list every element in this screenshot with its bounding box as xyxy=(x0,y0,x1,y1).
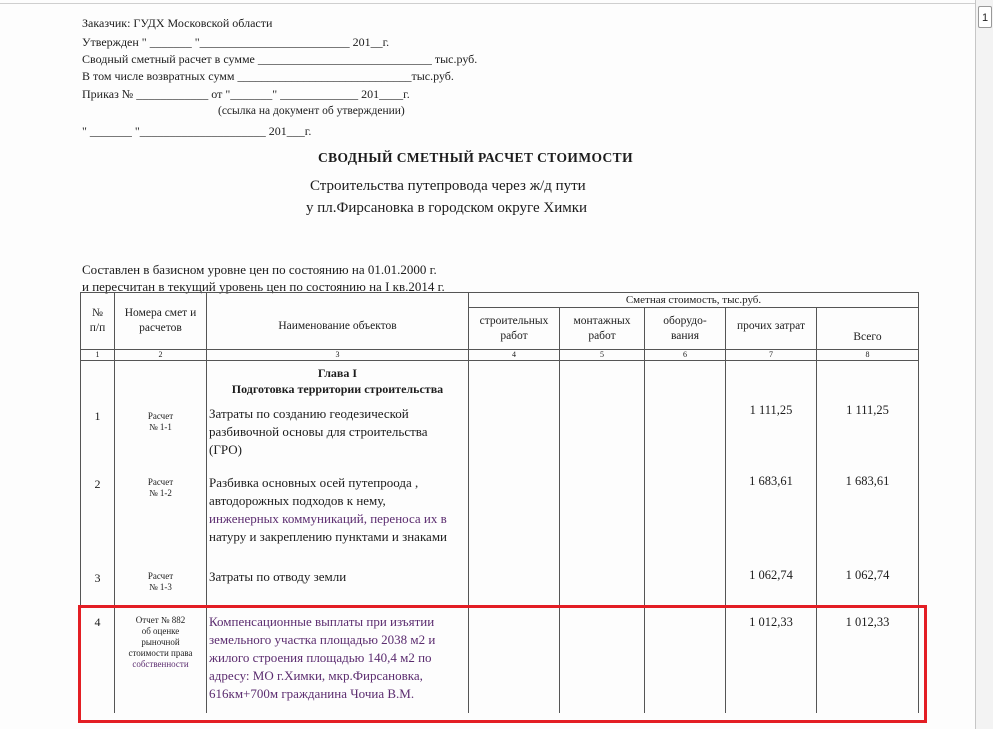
table-row xyxy=(81,469,919,565)
column-number: 4 xyxy=(469,350,560,361)
header-order: Приказ № ____________ от "_______" _____________ 201____г. xyxy=(82,87,410,101)
column-number: 8 xyxy=(817,350,919,361)
header-other-costs: прочих затрат xyxy=(726,308,817,350)
highlight-box xyxy=(78,605,927,723)
chapter-heading xyxy=(207,361,469,401)
basis-line-1: Составлен в базисном уровне цен по состоянию на 01.01.2000 г. xyxy=(82,262,437,277)
column-number: 1 xyxy=(81,350,115,361)
row-object-name: Разбивка основных осей путепроода , автодорожных подходов к нему, инженерных коммуникаций, переноса их в натуру и закреплению пунктами и знаками xyxy=(207,469,469,565)
header-construction: строительных работ xyxy=(469,308,560,350)
header-date-line: " _______ "_____________________ 201___г. xyxy=(82,124,312,138)
header-installation: монтажных работ xyxy=(560,308,645,350)
header-total: Всего xyxy=(817,308,919,350)
page-top-border xyxy=(0,3,975,4)
row-number: 2 xyxy=(81,469,115,565)
header-object-name: Наименование объектов xyxy=(207,293,469,350)
row-total: 1 683,61 xyxy=(817,469,919,565)
column-number: 5 xyxy=(560,350,645,361)
row-total: 1 062,74 xyxy=(817,565,919,605)
row-other-costs: 1 111,25 xyxy=(726,401,817,469)
document-title: СВОДНЫЙ СМЕТНЫЙ РАСЧЕТ СТОИМОСТИ xyxy=(318,150,633,165)
table-row xyxy=(81,401,919,469)
row-other-costs: 1 012,33 xyxy=(726,605,817,713)
column-numbers-row xyxy=(81,350,919,361)
chapter-name: Подготовка территории строительства xyxy=(231,382,444,396)
row-total: 1 012,33 xyxy=(817,605,919,713)
column-number: 3 xyxy=(207,350,469,361)
row-object-name: Затраты по отводу земли xyxy=(207,565,469,605)
header-estimate-ref: Номера смет и расчетов xyxy=(115,293,207,350)
column-number: 2 xyxy=(115,350,207,361)
row-estimate-ref: Расчет № 1-3 xyxy=(115,565,207,605)
header-order-link-note: (ссылка на документ об утверждении) xyxy=(218,105,405,117)
header-summary-estimate: Сводный сметный расчет в сумме _____________________________ тыс.руб. xyxy=(82,52,478,66)
row-number: 3 xyxy=(81,565,115,605)
row-other-costs: 1 062,74 xyxy=(726,565,817,605)
viewer-side-panel xyxy=(975,0,993,729)
row-object-name: Затраты по созданию геодезической разбивочной основы для строительства (ГРО) xyxy=(207,401,469,469)
chapter-row xyxy=(81,361,919,401)
row-estimate-ref: Расчет № 1-1 xyxy=(115,401,207,469)
row-object-name: Компенсационные выплаты при изъятии земельного участка площадью 2038 м2 и жилого строения площадью 140,4 м2 по адресу: МО г.Химки, мкр.Фирсановка, 616км+700м гражданина Чочиа В.М. xyxy=(207,605,469,713)
row-other-costs: 1 683,61 xyxy=(726,469,817,565)
document-subtitle-2: у пл.Фирсановка в городском округе Химки xyxy=(306,200,588,216)
header-approved: Утвержден " _______ "_________________________ 201__г. xyxy=(82,35,390,49)
header-num: № п/п xyxy=(81,293,115,350)
row-estimate-ref: Отчет № 882 об оценке рыночной стоимости права собственности xyxy=(115,605,207,713)
header-returnable: В том числе возвратных сумм _____________________________тыс.руб. xyxy=(82,69,454,83)
row-number: 1 xyxy=(81,401,115,469)
column-number: 7 xyxy=(726,350,817,361)
page-number-badge[interactable]: 1 xyxy=(978,6,992,28)
row-estimate-ref: Расчет № 1-2 xyxy=(115,469,207,565)
row-number: 4 xyxy=(81,605,115,713)
basis-line-2: и пересчитан в текущий уровень цен по состоянию на I кв.2014 г. xyxy=(82,279,445,294)
table-row xyxy=(81,565,919,605)
column-number: 6 xyxy=(645,350,726,361)
document-subtitle-1: Строительства путепровода через ж/д пути xyxy=(310,178,586,194)
header-equipment: оборудо- вания xyxy=(645,308,726,350)
row-total: 1 111,25 xyxy=(817,401,919,469)
chapter-title: Глава I xyxy=(317,366,358,380)
header-cost-group: Сметная стоимость, тыс.руб. xyxy=(469,293,919,308)
header-customer: Заказчик: ГУДХ Московской области xyxy=(82,16,273,30)
